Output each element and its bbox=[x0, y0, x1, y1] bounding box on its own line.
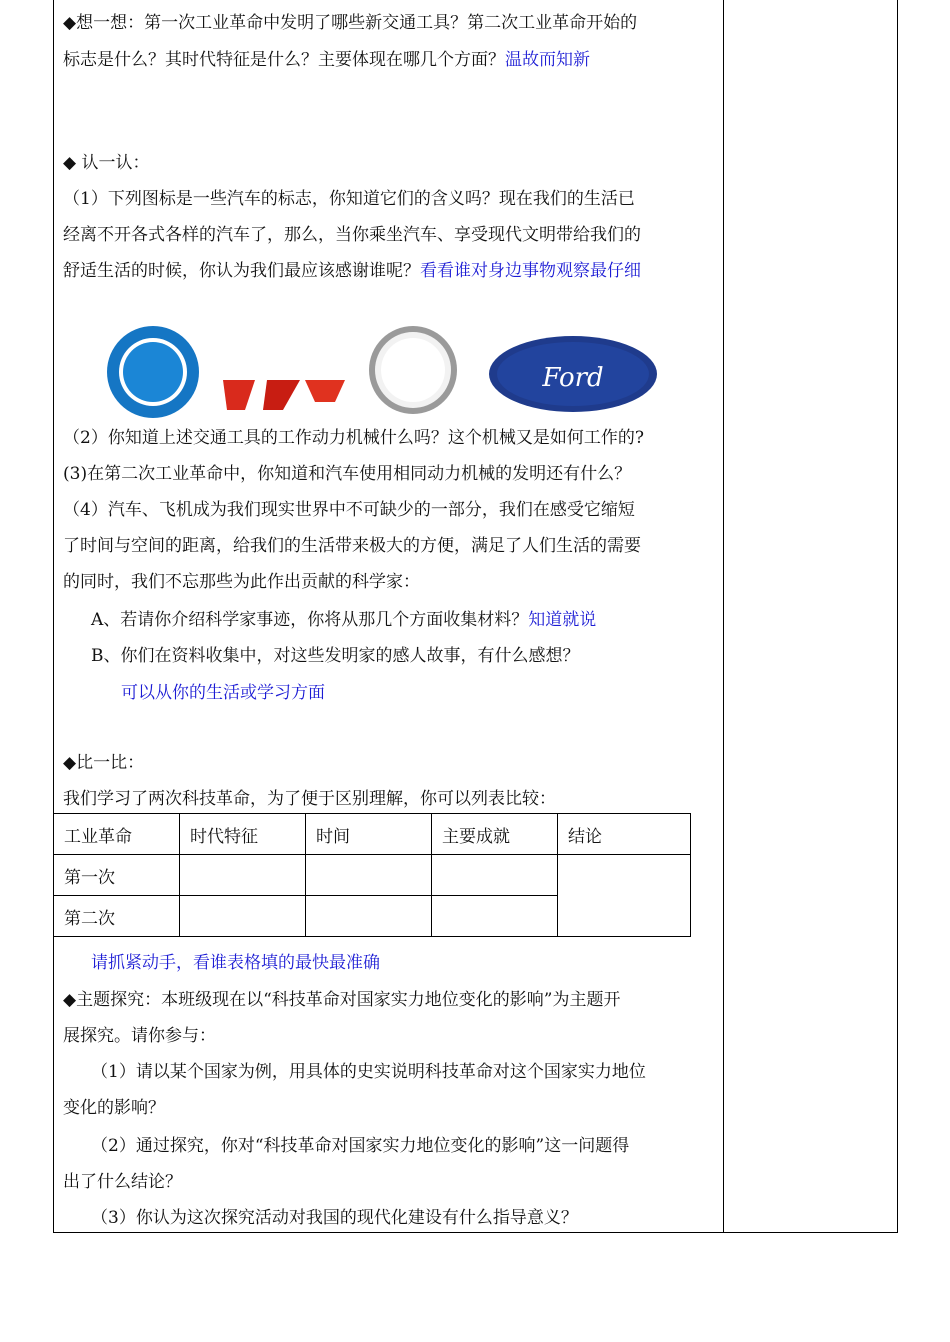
recognize-qa-text: A、若请你介绍科学家事迹，你将从那几个方面收集材料？ bbox=[91, 610, 529, 630]
table-header-row bbox=[54, 814, 691, 855]
table-cell[interactable] bbox=[180, 896, 306, 937]
compare-hint: 请抓紧动手，看谁表格填的最快最准确 bbox=[91, 953, 380, 973]
compare-intro: 我们学习了两次科技革命，为了便于区别理解，你可以列表比较： bbox=[63, 789, 556, 809]
table-cell-conclusion[interactable] bbox=[558, 855, 691, 937]
think-hint: 温故而知新 bbox=[505, 50, 590, 70]
explore-p1-line-1: （1）请以某个国家为例，用具体的史实说明科技革命对这个国家实力地位 bbox=[91, 1062, 646, 1082]
silver-ring-logo-icon bbox=[369, 326, 457, 414]
explore-p2-line-1: （2）通过探究，你对“科技革命对国家实力地位变化的影响”这一问题得 bbox=[91, 1136, 630, 1156]
blue-circle-logo-icon bbox=[107, 326, 199, 418]
explore-line-2: 展探究。请你参与： bbox=[63, 1026, 216, 1046]
recognize-q4-line-2: 了时间与空间的距离，给我们的生活带来极大的方便，满足了人们生活的需要 bbox=[63, 536, 641, 556]
ford-logo-text: Ford bbox=[542, 363, 604, 393]
table-cell[interactable] bbox=[180, 855, 306, 896]
compare-heading: ◆比一比： bbox=[63, 753, 145, 773]
explore-p1-line-2: 变化的影响？ bbox=[63, 1098, 165, 1118]
recognize-q1-line-3-text: 舒适生活的时候，你认为我们最应该感谢谁呢？ bbox=[63, 261, 420, 281]
frame-left-border bbox=[53, 0, 54, 1232]
table-row-label: 第一次 bbox=[54, 855, 180, 896]
explore-p2-line-2: 出了什么结论？ bbox=[63, 1172, 182, 1192]
car-logos-strip bbox=[95, 363, 665, 410]
table-cell[interactable] bbox=[432, 896, 558, 937]
frame-right-border bbox=[897, 0, 898, 1232]
recognize-q3: (3)在第二次工业革命中，你知道和汽车使用相同动力机械的发明还有什么？ bbox=[63, 464, 632, 484]
table-row bbox=[54, 855, 691, 896]
explore-line-1: ◆主题探究：本班级现在以“科技革命对国家实力地位变化的影响”为主题开 bbox=[63, 990, 621, 1010]
car-logos-image bbox=[95, 363, 665, 410]
recognize-q4-line-3: 的同时，我们不忘那些为此作出贡献的科学家： bbox=[63, 572, 420, 592]
recognize-q4-line-1: （4）汽车、飞机成为我们现实世界中不可缺少的一部分，我们在感受它缩短 bbox=[63, 500, 635, 520]
recognize-q1-line-3 bbox=[63, 260, 641, 282]
frame-middle-border bbox=[723, 0, 724, 1232]
think-line-2-text: 标志是什么？其时代特征是什么？主要体现在哪几个方面？ bbox=[63, 50, 505, 70]
recognize-q1-line-2: 经离不开各式各样的汽车了，那么，当你乘坐汽车、享受现代文明带给我们的 bbox=[63, 225, 641, 245]
table-header-cell: 主要成就 bbox=[432, 814, 558, 855]
recognize-q1-line-1: （1）下列图标是一些汽车的标志，你知道它们的含义吗？现在我们的生活已 bbox=[63, 189, 635, 209]
recognize-q2: （2）你知道上述交通工具的工作动力机械什么吗？这个机械又是如何工作的? bbox=[63, 428, 644, 448]
table-cell[interactable] bbox=[306, 855, 432, 896]
red-logo-icon bbox=[223, 380, 345, 410]
ford-oval-logo-icon bbox=[489, 336, 657, 412]
table-header-cell: 工业革命 bbox=[54, 814, 180, 855]
table-cell[interactable] bbox=[432, 855, 558, 896]
recognize-qa-hint: 知道就说 bbox=[528, 610, 597, 630]
table-header-cell: 时代特征 bbox=[180, 814, 306, 855]
recognize-q1-hint: 看看谁对身边事物观察最仔细 bbox=[420, 261, 641, 281]
table-row-label: 第二次 bbox=[54, 896, 180, 937]
recognize-qb: B、你们在资料收集中，对这些发明家的感人故事，有什么感想？ bbox=[91, 646, 580, 666]
table-header-cell: 结论 bbox=[558, 814, 691, 855]
recognize-qa bbox=[91, 609, 596, 631]
table-header-cell: 时间 bbox=[306, 814, 432, 855]
recognize-heading: ◆ 认一认： bbox=[63, 153, 150, 173]
think-line-1: ◆想一想：第一次工业革命中发明了哪些新交通工具？第二次工业革命开始的 bbox=[63, 13, 638, 33]
think-line-2 bbox=[63, 49, 590, 71]
explore-p3: （3）你认为这次探究活动对我国的现代化建设有什么指导意义？ bbox=[91, 1208, 578, 1228]
recognize-qb-hint: 可以从你的生活或学习方面 bbox=[121, 683, 325, 703]
comparison-table bbox=[53, 813, 691, 937]
frame-bottom-border bbox=[53, 1232, 898, 1233]
table-cell[interactable] bbox=[306, 896, 432, 937]
